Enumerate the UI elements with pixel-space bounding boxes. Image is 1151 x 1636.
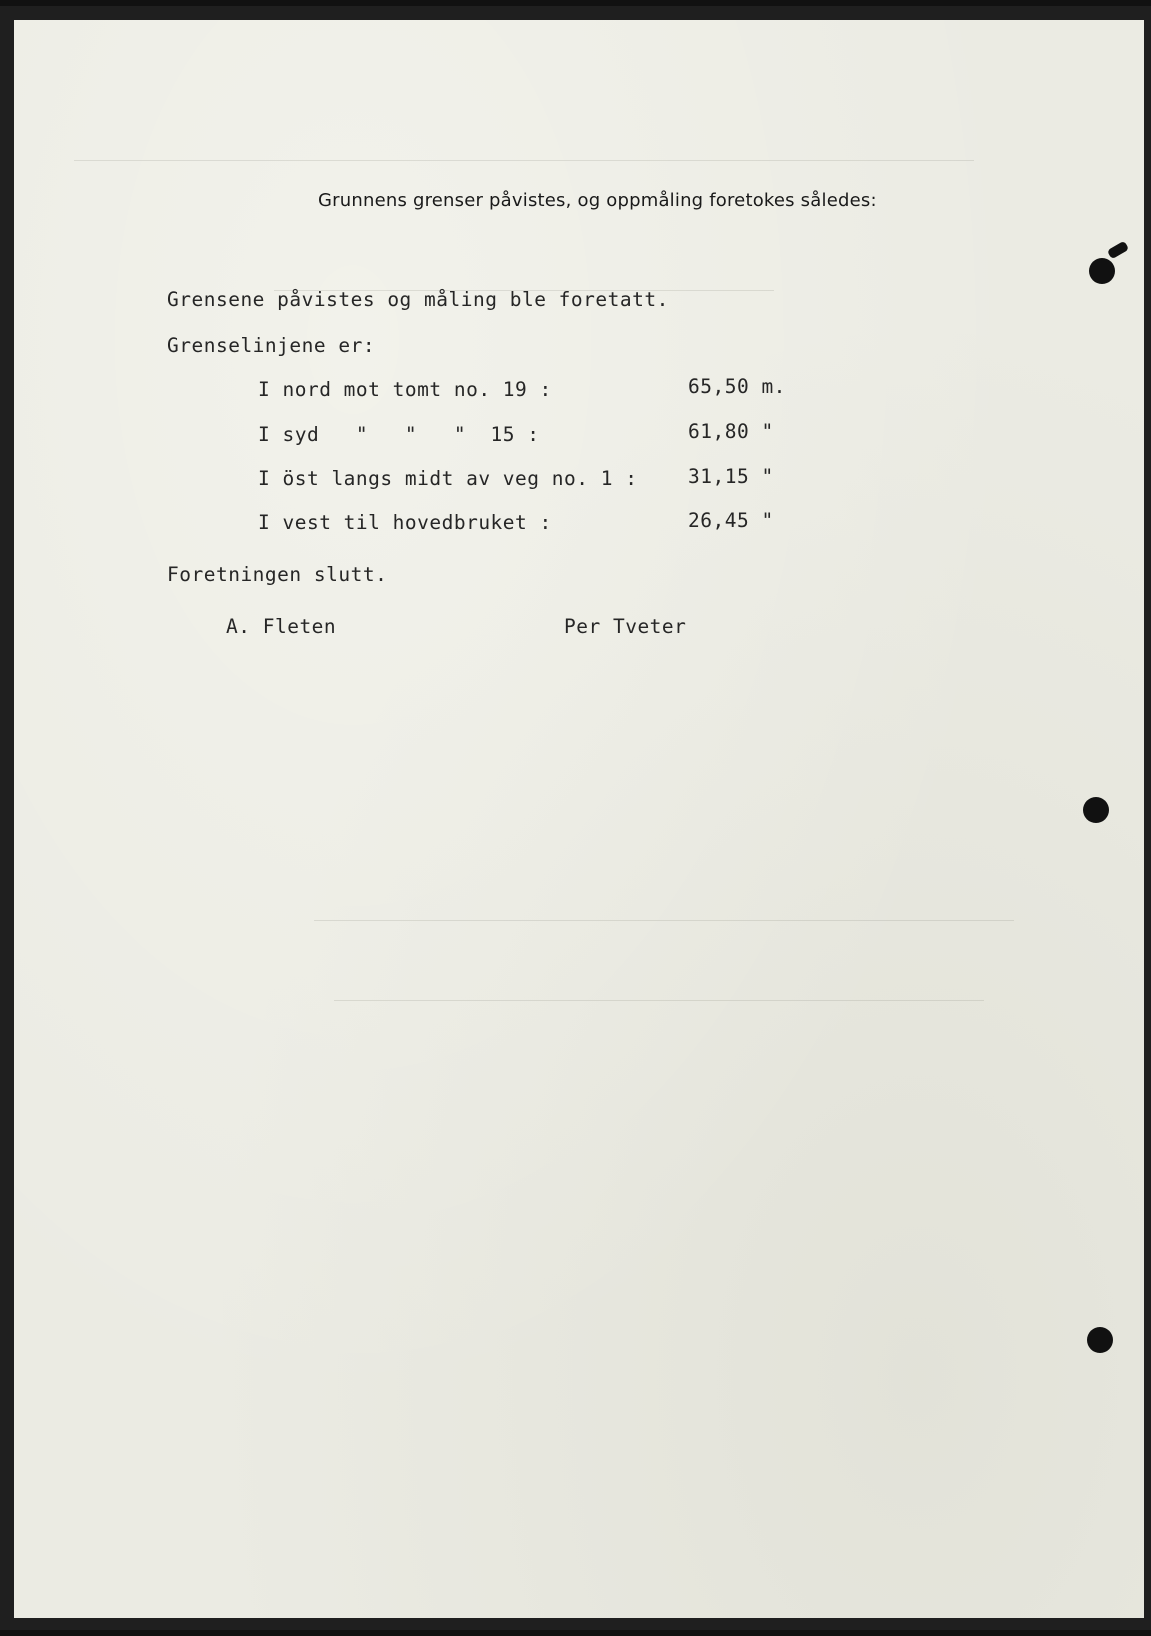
document-page [14, 20, 1144, 1618]
bottom-scan-edge [0, 1630, 1151, 1636]
boundary-east-label: I öst langs midt av veg no. 1 : [258, 467, 638, 490]
signature-right: Per Tveter [564, 615, 687, 638]
boundary-east-value: 31,15 " [688, 465, 774, 488]
punch-hole-middle [1083, 797, 1109, 823]
top-scan-edge [0, 0, 1151, 6]
boundary-north-label: I nord mot tomt no. 19 : [258, 378, 552, 401]
signature-left: A. Fleten [226, 615, 337, 638]
boundary-south-value: 61,80 " [688, 420, 774, 443]
boundary-south-label: I syd " " " 15 : [258, 423, 540, 446]
punch-hole-bottom [1087, 1327, 1113, 1353]
punch-hole-top [1089, 258, 1115, 284]
form-heading: Grunnens grenser påvistes, og oppmåling foretokes således: [318, 190, 877, 211]
closing-line: Foretningen slutt. [167, 563, 388, 586]
boundary-west-value: 26,45 " [688, 509, 774, 532]
boundary-north-value: 65,50 m. [688, 375, 786, 398]
boundary-west-label: I vest til hovedbruket : [258, 511, 552, 534]
boundaries-label: Grenselinjene er: [167, 334, 376, 357]
intro-line: Grensene påvistes og måling ble foretatt. [167, 288, 669, 311]
